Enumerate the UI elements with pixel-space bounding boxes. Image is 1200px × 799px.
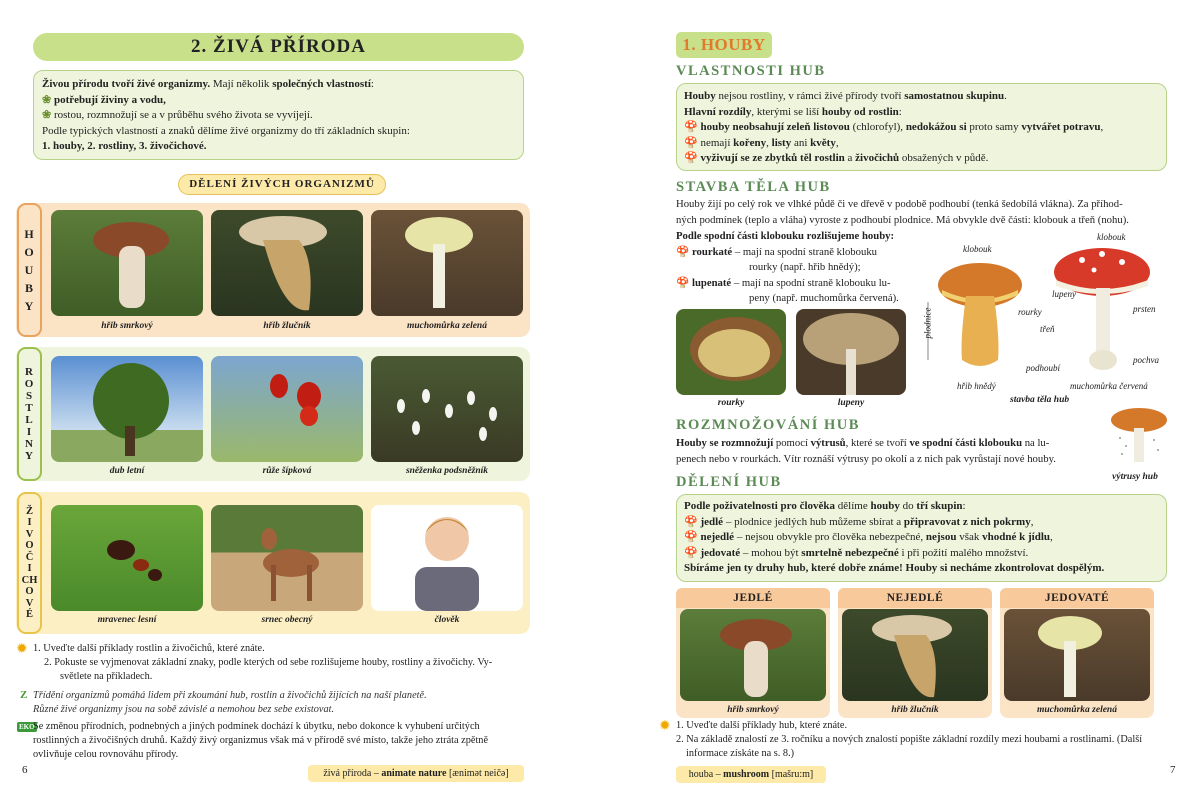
vlastnosti-box [676,83,1167,171]
diagram-label: muchomůrka červená [1070,381,1148,391]
caption: dub letní [109,466,145,476]
diagram-label: klobouk [1097,232,1126,242]
note1: Třídění organizmů pomáhá lidem při zkoumání hub, rostlin a živočichů žijících na naší planetě. Různé živé organizmy jsou na sobě závislé a nemohou bez sebe existovat. [33,690,427,715]
s4-line-3: 🍄 nejedlé – nejsou obvykle pro člověka nebezpečné, nejsou však vhodné k jídlu, [684,531,1053,543]
houby-label: H O U B Y [17,203,42,337]
tag-jedle: JEDLÉ [676,588,830,608]
caption: rourky [717,398,745,408]
photo-snezenka [371,356,523,462]
intro-line-4: Podle typických vlastností a znaků dělíme živé organizmy do tří základních skupin: [42,124,410,137]
section-vlastnosti: VLASTNOSTI HUB [676,63,826,79]
type-lupenate: 🍄 lupenaté – mají na spodní straně klobouku lu- peny (např. muchomůrka červená). [676,277,899,304]
diagram-label: třeň [1040,324,1055,334]
photo-inedible [842,609,988,701]
photo-poisonous [1004,609,1150,701]
photo-muchomurka-zelena [371,210,523,316]
photo-lupeny [796,309,906,395]
right-tasks: 1. Uveďte další příklady hub, které znáte. 2. Na základě znalostí ze 3. ročníku a nových znalostí popište základní rozdíly mezi houbami a rostlinami. (Další informace získáte na s. 8.) [676,720,1143,759]
photo-clovek [371,505,523,611]
photo-hrib-zlucnik [211,210,363,316]
section-stavba: STAVBA TĚLA HUB [676,179,831,195]
page-number: 7 [1170,764,1176,776]
spores-image [1108,404,1170,470]
caption: srnec obecný [261,615,313,625]
zivocichove-label: Ž I V O Č I CH O V É [17,492,42,634]
eko-icon: EKO [19,723,35,731]
flower-icon [371,356,523,462]
s1-line-3: 🍄 houby neobsahují zeleň listovou (chlorofyl), nedokážou si proto samy vytvářet potravu, [684,121,1104,133]
tag-jedovate: JEDOVATÉ [1000,588,1154,608]
type-rourkate: 🍄 rourkaté – mají na spodní straně klobouku rourky (např. hřib hnědý); [676,246,878,273]
photo-ruze-sipkova [211,356,363,462]
s4-line-4: 🍄 jedovaté – mohou být smrtelně nebezpečné i při požití malého množství. [684,546,1029,559]
mushroom-bullet-icon: 🍄 [684,515,698,528]
bullet-icon: ❀ [42,109,52,121]
caption: lupeny [837,398,865,408]
diagram-label: rourky [1018,307,1042,317]
caption: člověk [434,615,460,625]
intro-line-2: ❀ potřebují živiny a vodu, [42,93,166,106]
section-deleni: DĚLENÍ HUB [676,474,782,490]
z-icon: Z [20,689,28,701]
caption: výtrusy hub [1112,472,1158,482]
photo-mravenec [51,505,203,611]
mushroom-icon [211,210,363,316]
intro-line-1: Živou přírodu tvoří živé organizmy. Mají několik společných vlastností: [42,78,374,90]
caption: hřib žlučník [263,321,311,331]
mushroom-bullet-icon: 🍄 [676,277,690,289]
s1-line-2: Hlavní rozdíly, kterými se liší houby od rostlin: [684,105,902,118]
s1-line-1: Houby nejsou rostliny, v rámci živé přírody tvoří samostatnou skupinu. [684,90,1007,102]
photo-dub-letni [51,356,203,462]
sun-icon: ✹ [659,719,671,734]
s4-line-1: Podle poživatelnosti pro člověka dělíme houby do tří skupin: [684,500,966,512]
diagram-label: lupeny [1052,289,1076,299]
mushroom-bullet-icon: 🍄 [676,246,690,258]
diagram-label: pochva [1133,355,1159,365]
intro-line-3: ❀ rostou, rozmnožují se a v průběhu svého života se vyvíjejí. [42,109,313,121]
mushroom-icon [676,309,786,395]
section-rozmnozovani: ROZMNOŽOVÁNÍ HUB [676,417,860,433]
mushroom-icon [371,210,523,316]
s4-line-5: Sbíráme jen ty druhy hub, které dobře známe! Houby si necháme zkontrolovat dospělým. [684,562,1105,574]
left-tasks: 1. Uveďte další příklady rostlin a živočichů, které znáte. 2. Pokuste se vyjmenovat základní znaky, podle kterých od sebe rozlišujeme houby, rostliny a živočichy. Vy- světlete na příkladech. [33,643,493,682]
diagram-label: klobouk [963,244,992,254]
mushroom-bullet-icon: 🍄 [684,531,698,543]
s1-line-4: 🍄 nemají kořeny, listy ani květy, [684,136,839,149]
photo-srnec [211,505,363,611]
caption: muchomůrka zelená [407,321,487,331]
glossary: živá příroda – animate nature [ænimət neičə] [308,765,524,782]
glossary: houba – mushroom [mašru:m] [676,766,826,783]
page-number: 6 [22,764,28,776]
page-title: 2. ŽIVÁ PŘÍRODA [33,33,524,61]
mushroom-icon [1004,609,1150,701]
berry-icon [211,356,363,462]
intro-box [33,70,524,160]
mushroom-icon [842,609,988,701]
mushroom-bullet-icon: 🍄 [684,136,698,149]
caption: sněženka podsněžník [405,466,489,476]
caption: mravenec lesní [97,615,157,625]
photo-rourky [676,309,786,395]
caption: růže šípková [262,466,312,476]
photo-hrib-smrkovy [51,210,203,316]
caption: muchomůrka zelená [1037,705,1117,715]
bullet-icon: ❀ [42,93,52,106]
houby-title: 1. HOUBY [676,32,772,58]
mushroom-bullet-icon: 🍄 [684,121,698,133]
caption: hřib smrkový [101,321,153,331]
intro-line-5: 1. houby, 2. rostliny, 3. živočichové. [42,140,207,152]
diagram-label: plodnice [922,307,933,339]
stavba-text: Houby žijí po celý rok ve vlhké půdě či ve dřevě v podobě podhoubí (tenká šedobílá vlákna). Za příhod- ných podmínek (teplo a vláha) vyroste z podhoubí plodnice. Má obvykle dvě části: klobouk a třeň (nohu). Podle spodní části klobouku rozlišujeme houby: [676,198,1129,242]
tag-nejedle: NEJEDLÉ [838,588,992,608]
deer-icon [211,505,363,611]
mushroom-bullet-icon: 🍄 [684,546,698,559]
diagram-label: podhoubí [1026,363,1061,373]
diagram-label: prsten [1133,304,1156,314]
note2: Se změnou přírodních, podnebných a jiných podmínek dochází k úbytku, nebo dokonce k vyhubení určitých rostlinných a živočišných druhů. Každý živý organizmus však má v přírodě své místo, takže jeho ztráta zpětně ovlivňuje celou rovnováhu přírody. [33,721,489,760]
rozmnozovani-text: Houby se rozmnožují pomocí výtrusů, které se tvoří ve spodní části klobouku na lu- penech nebo v rourkách. Vítr roznáší výtrusy po okolí a z nich pak vyrůstají nové houby. [676,437,1056,465]
tree-icon [51,356,203,462]
person-icon [371,505,523,611]
mushroom-icon [51,210,203,316]
ant-icon [51,505,203,611]
sun-icon: ✹ [16,642,28,657]
rostliny-label: R O S T L I N Y [17,347,42,481]
photo-edible [680,609,826,701]
diagram-label: hřib hnědý [957,381,996,391]
s4-line-2: 🍄 jedlé – plodnice jedlých hub můžeme sbírat a připravovat z nich pokrmy, [684,515,1034,528]
s1-line-5: 🍄 vyživují se ze zbytků těl rostlin a živočichů obsažených v půdě. [684,152,989,164]
caption: hřib smrkový [727,705,779,715]
mushroom-icon [796,309,906,395]
caption: hřib žlučník [891,705,939,715]
division-title: DĚLENÍ ŽIVÝCH ORGANIZMŮ [178,174,386,195]
mushroom-bullet-icon: 🍄 [684,152,698,164]
deleni-box [676,494,1167,582]
mushroom-icon [680,609,826,701]
diagram-caption: stavba těla hub [1010,395,1070,405]
